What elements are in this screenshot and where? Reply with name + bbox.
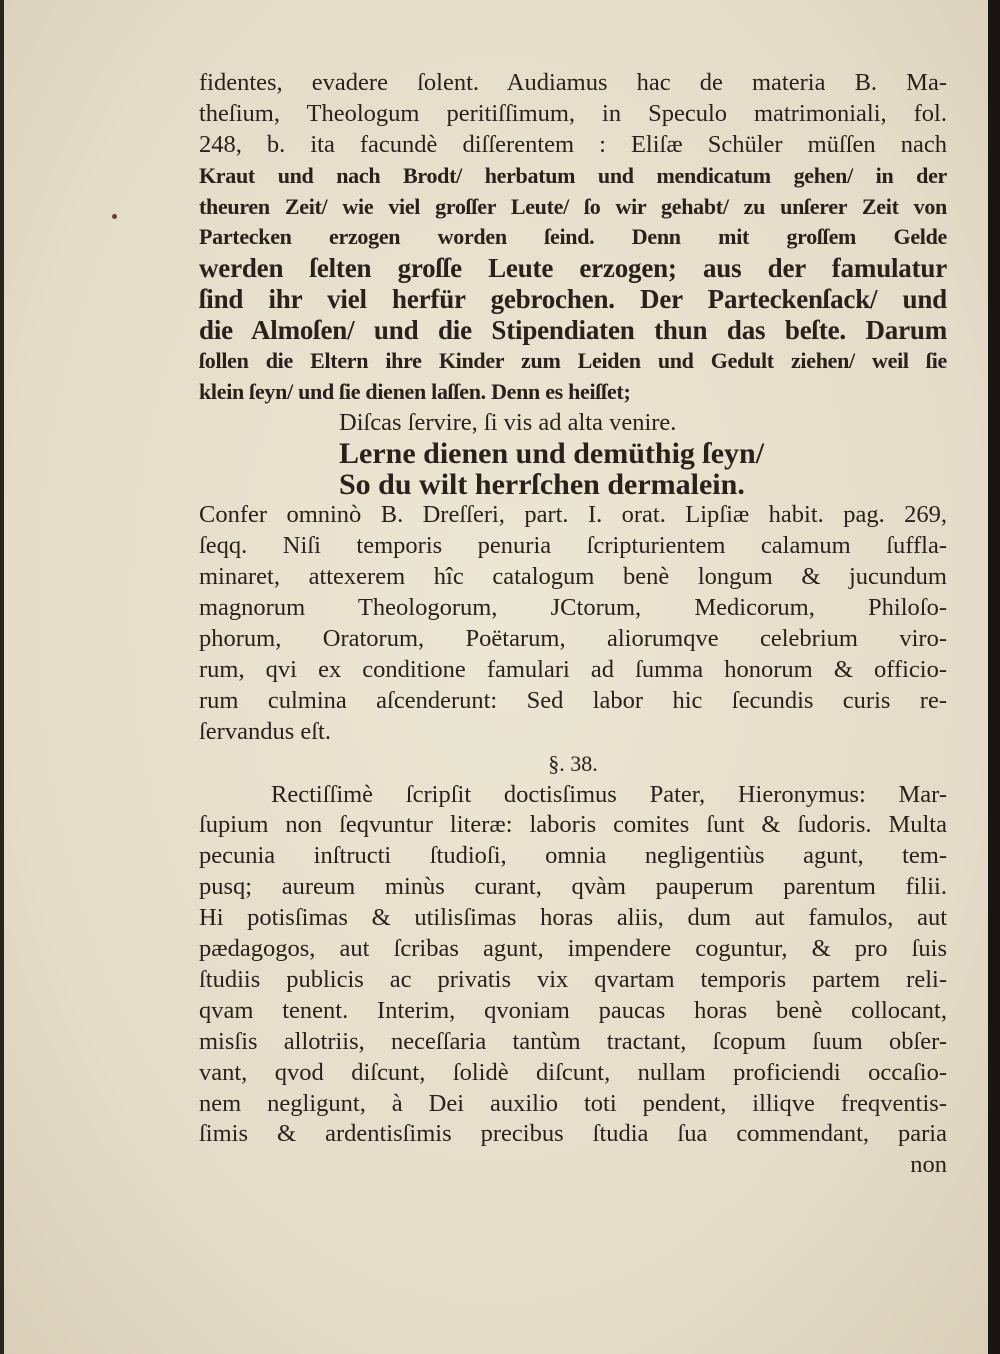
text-line: ſtudiis publicis ac privatis vix qvartam temporis partem reli- xyxy=(199,965,947,993)
text-line: ſollen die Eltern ihre Kinder zum Leiden und Gedult ziehen/ weil ſie xyxy=(199,348,947,374)
text-line: Confer omninò B. Dreſſeri, part. I. orat. Lipſiæ habit. pag. 269, xyxy=(199,501,947,529)
text-line: vant, qvod diſcunt, ſolidè diſcunt, nullam proficiendi occaſio- xyxy=(199,1058,947,1086)
text-line: Rectiſſimè ſcripſit doctisſimus Pater, Hieronymus: Mar- xyxy=(271,780,947,808)
catchword: non xyxy=(910,1151,947,1179)
text-line: misſis allotriis, neceſſaria tantùm tractant, ſcopum ſuum obſer- xyxy=(199,1027,947,1055)
verse-line: Lerne dienen und demüthig ſeyn/ xyxy=(339,438,765,470)
text-line: die Almoſen/ und die Stipendiaten thun das beſte. Darum xyxy=(199,315,947,346)
text-line: theuren Zeit/ wie viel groſſer Leute/ ſo wir gehabt/ zu unſerer Zeit von xyxy=(199,193,947,219)
text-line: magnorum Theologorum, JCtorum, Medicorum, Philoſo- xyxy=(199,594,947,622)
text-line: pædagogos, aut ſcribas agunt, impendere coguntur, & pro ſuis xyxy=(199,935,947,963)
text-line: pusq; aureum minùs curant, qvàm pauperum parentum filii. xyxy=(199,873,947,901)
text-line: phorum, Oratorum, Poëtarum, aliorumqve celebrium viro- xyxy=(199,625,947,653)
text-line: Kraut und nach Brodt/ herbatum und mendicatum gehen/ in der xyxy=(199,162,947,188)
text-line: Hi potisſimas & utilisſimas horas aliis, dum aut famulos, aut xyxy=(199,904,947,932)
verse-line: So du wilt herrſchen dermalein. xyxy=(339,469,745,501)
text-line: minaret, attexerem hîc catalogum benè longum & jucundum xyxy=(199,563,947,591)
text-line: ſeqq. Niſi temporis penuria ſcripturientem calamum ſuffla- xyxy=(199,532,947,560)
ink-spot xyxy=(112,214,117,219)
verse-line: Diſcas ſervire, ſi vis ad alta venire. xyxy=(339,408,677,436)
text-line: pecunia inſtructi ſtudioſi, omnia negligentiùs agunt, tem- xyxy=(199,842,947,870)
text-line: rum culmina aſcenderunt: Sed labor hic ſecundis curis re- xyxy=(199,686,947,714)
text-line: werden ſelten groſſe Leute erzogen; aus der famulatur xyxy=(199,253,947,284)
section-number: §. 38. xyxy=(548,750,598,776)
text-line: 248, b. ita facundè diſſerentem : Eliſæ Schüler müſſen nach xyxy=(199,130,947,158)
text-line: ſupium non ſeqvuntur literæ: laboris comites ſunt & ſudoris. Multa xyxy=(199,811,947,839)
text-line: theſium, Theologum peritiſſimum, in Speculo matrimoniali, fol. xyxy=(199,99,947,127)
text-line: qvam tenent. Interim, qvoniam paucas horas benè collocant, xyxy=(199,996,947,1024)
text-line: nem negligunt, à Dei auxilio toti pendent, illiqve freqventis- xyxy=(199,1089,947,1117)
text-line: rum, qvi ex conditione famulari ad ſumma honorum & officio- xyxy=(199,655,947,683)
text-line: klein ſeyn/ und ſie dienen laſſen. Denn es heiſſet; xyxy=(199,378,631,404)
text-line: fidentes, evadere ſolent. Audiamus hac de materia B. Ma- xyxy=(199,69,947,96)
text-line: ſind ihr viel herfür gebrochen. Der Parteckenſack/ und xyxy=(199,284,947,315)
text-line: ſimis & ardentisſimis precibus ſtudia ſua commendant, paria xyxy=(199,1120,947,1148)
page-text xyxy=(199,68,947,1181)
text-line: ſervandus eſt. xyxy=(199,717,331,745)
text-line: Partecken erzogen worden ſeind. Denn mit groſſem Gelde xyxy=(199,224,947,250)
